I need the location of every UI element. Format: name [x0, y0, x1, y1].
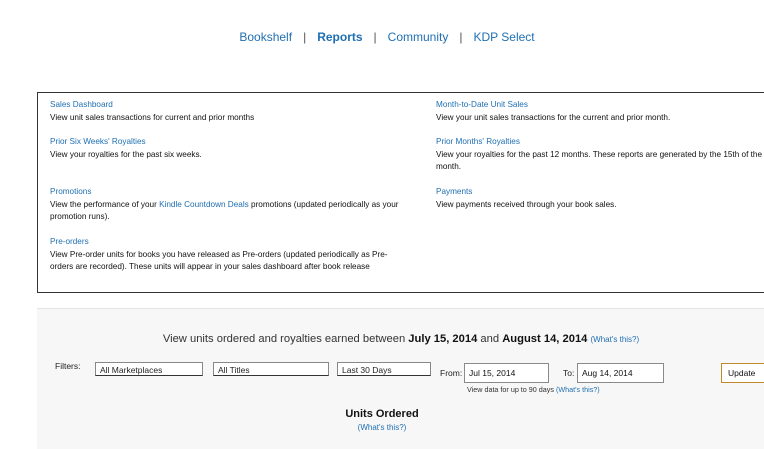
to-date-input[interactable] — [577, 363, 664, 383]
report-month-to-date — [436, 99, 764, 124]
nav-separator: | — [373, 30, 377, 44]
from-date-value: Jul 15, 2014 — [469, 368, 516, 378]
promotions-desc-after: promotions (updated periodically as your promotion runs). — [50, 199, 399, 221]
payments-desc: View payments received through your book sales. — [436, 199, 617, 209]
titles-select[interactable] — [213, 362, 329, 376]
date-range-summary — [37, 333, 764, 345]
preorders-desc: View Pre-order units for books you have released as Pre-orders (updated periodically as Pre-orders are recorded). These units will appear in your sales dashboard after book release — [50, 249, 388, 271]
nav-separator: | — [459, 30, 463, 44]
month-to-date-desc: View your unit sales transactions for the current and prior month. — [436, 112, 671, 122]
prior-six-weeks-desc: View your royalties for the past six weeks. — [50, 149, 202, 159]
promotions-desc — [50, 199, 400, 224]
payments-link[interactable]: Payments — [436, 187, 473, 196]
from-label: From: — [440, 368, 463, 378]
range-select[interactable] — [337, 362, 431, 376]
hint-text: View data for up to 90 days — [467, 385, 556, 394]
nav-separator: | — [303, 30, 307, 44]
promotions-desc-before: View the performance of your — [50, 199, 160, 209]
reports-panel — [37, 92, 764, 293]
nav-community[interactable]: Community — [387, 30, 449, 44]
summary-prefix: View units ordered and royalties earned between — [162, 333, 409, 345]
sales-dashboard-desc: View unit sales transactions for current and prior months — [50, 112, 255, 122]
report-sales-dashboard — [50, 99, 400, 124]
report-payments — [436, 186, 764, 211]
sales-panel — [37, 308, 764, 449]
to-date-value: Aug 14, 2014 — [582, 368, 633, 378]
promotions-link[interactable]: Promotions — [50, 187, 92, 196]
update-button[interactable]: Update — [721, 363, 764, 383]
from-date-input[interactable] — [464, 363, 549, 383]
report-preorders — [50, 236, 400, 274]
units-help-link-text[interactable]: (What's this?) — [357, 423, 407, 432]
range-select-value: Last 30 Days — [342, 365, 392, 375]
report-prior-six-weeks — [50, 136, 400, 161]
summary-end-date: August 14, 2014 — [502, 333, 588, 345]
top-nav — [0, 30, 764, 44]
marketplace-select-value: All Marketplaces — [100, 365, 163, 375]
units-help-link — [0, 423, 764, 432]
nav-kdp-select[interactable]: KDP Select — [473, 30, 535, 44]
hint-help-link[interactable]: (What's this?) — [555, 385, 600, 394]
marketplace-select[interactable] — [95, 362, 203, 376]
nav-bookshelf[interactable]: Bookshelf — [239, 30, 293, 44]
report-promotions — [50, 186, 400, 224]
summary-start-date: July 15, 2014 — [408, 333, 478, 345]
preorders-link[interactable]: Pre-orders — [50, 237, 89, 246]
titles-select-value: All Titles — [218, 365, 250, 375]
report-prior-months — [436, 136, 764, 174]
sales-dashboard-link[interactable]: Sales Dashboard — [50, 100, 113, 109]
filters-label: Filters: — [55, 361, 81, 371]
date-range-hint — [467, 385, 600, 394]
kindle-countdown-deals-link[interactable]: Kindle Countdown Deals — [159, 199, 249, 209]
prior-months-desc: View your royalties for the past 12 months. These reports are generated by the 15th of the month. — [436, 149, 763, 171]
to-label: To: — [563, 368, 575, 378]
month-to-date-link[interactable]: Month-to-Date Unit Sales — [436, 100, 528, 109]
units-ordered-title: Units Ordered — [345, 408, 419, 420]
summary-help-link[interactable]: (What's this?) — [590, 335, 640, 344]
summary-middle: and — [477, 333, 503, 345]
prior-six-weeks-link[interactable]: Prior Six Weeks' Royalties — [50, 137, 146, 146]
prior-months-link[interactable]: Prior Months' Royalties — [436, 137, 520, 146]
nav-reports[interactable]: Reports — [317, 30, 363, 44]
